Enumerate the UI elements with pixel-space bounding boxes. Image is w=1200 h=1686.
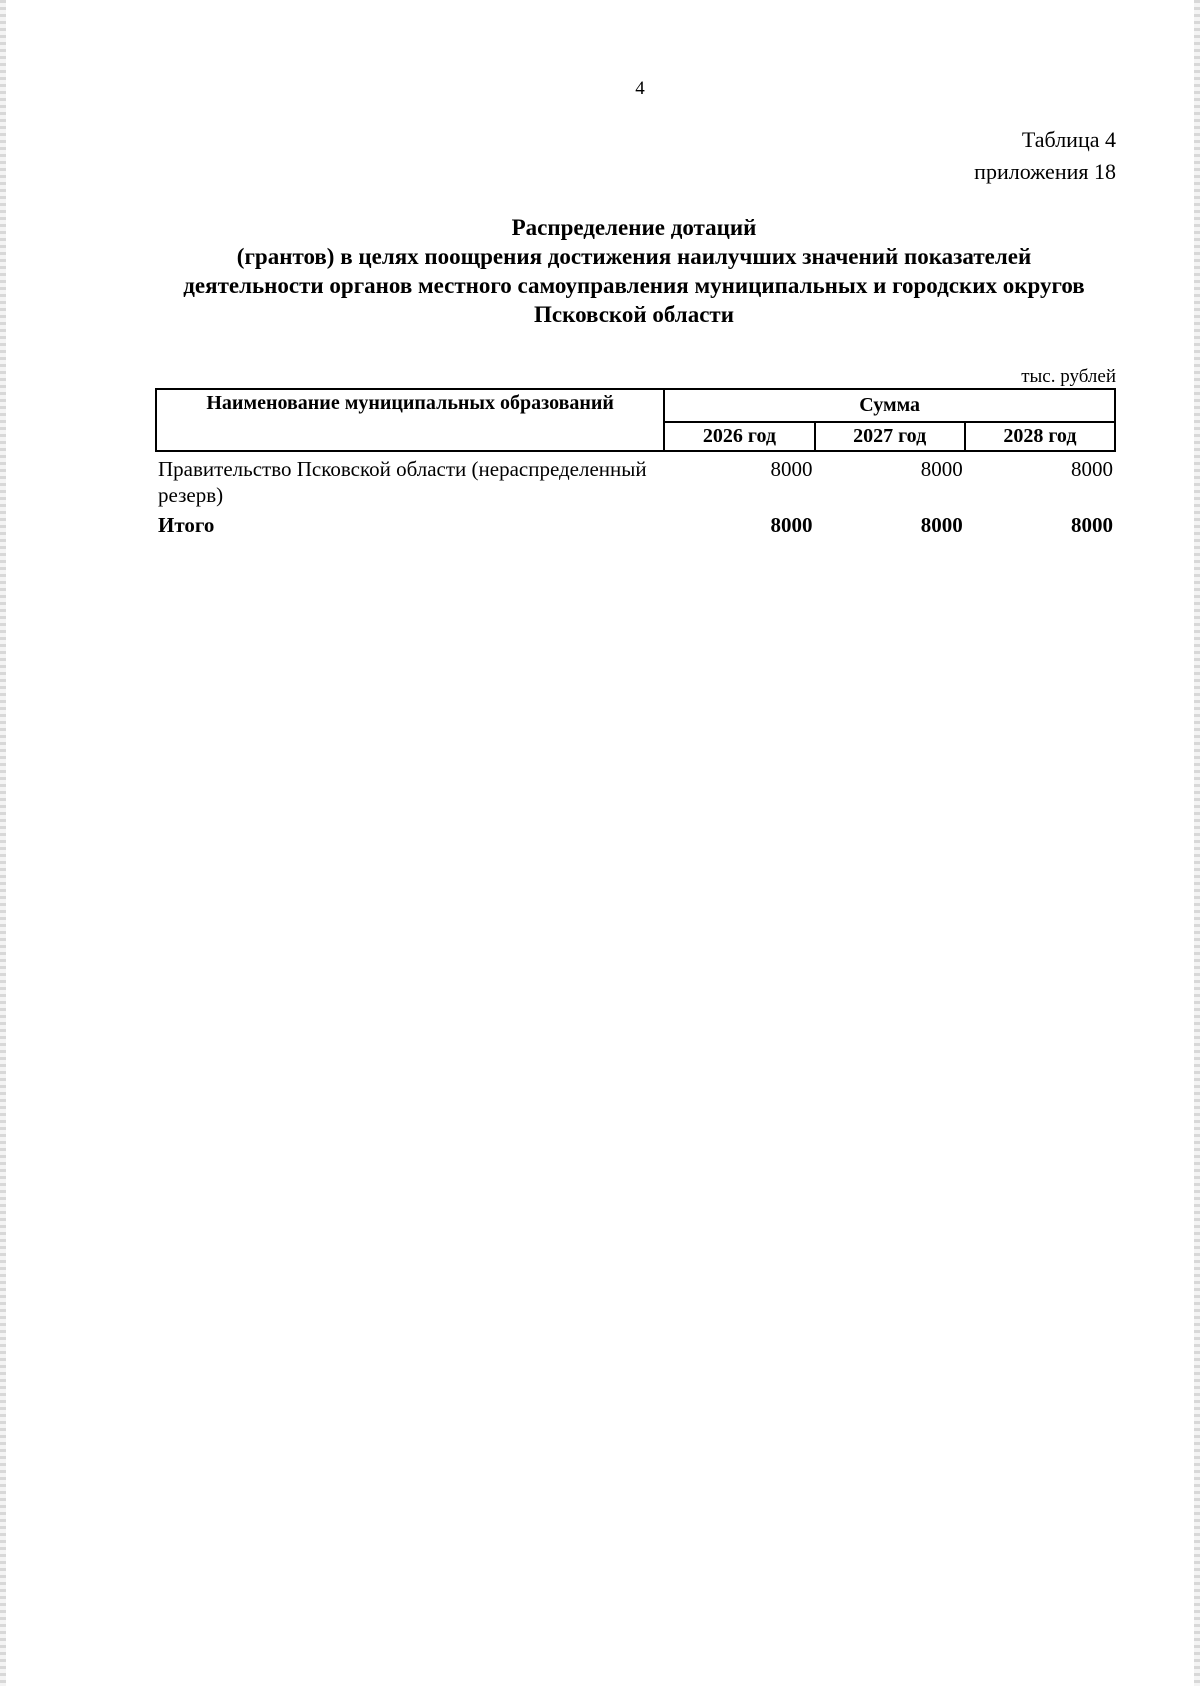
title-line4: Псковской области: [534, 302, 734, 327]
title-line1: Распределение дотаций: [511, 215, 757, 240]
header-row-1: [156, 389, 1115, 422]
scan-edge-left: [0, 0, 6, 1686]
row-value-2027: 8000: [920, 457, 963, 481]
header-year-2027: 2027 год: [815, 422, 965, 451]
table-reference: [974, 124, 1116, 188]
header-year-2028: 2028 год: [965, 422, 1115, 451]
table-reference-line2: приложения 18: [974, 159, 1116, 184]
table-reference-line1: Таблица 4: [1021, 127, 1116, 152]
distribution-table: [155, 388, 1116, 538]
header-year-2026: 2026 год: [664, 422, 814, 451]
total-label: Итого: [158, 513, 215, 537]
document-title: [150, 213, 1118, 329]
total-value-2026: 8000: [770, 513, 813, 537]
page-number: 4: [635, 78, 645, 99]
scan-edge-right: [1194, 0, 1200, 1686]
title-line3: деятельности органов местного самоуправления муниципальных и городских округов: [183, 273, 1085, 298]
header-sum-column: Сумма: [664, 389, 1115, 422]
total-value-2027: 8000: [920, 513, 963, 537]
row-name: Правительство Псковской области (нераспределенный резерв): [158, 457, 647, 507]
units-label: тыс. рублей: [1021, 366, 1116, 387]
title-line2: (грантов) в целях поощрения достижения наилучших значений показателей: [236, 244, 1032, 269]
total-value-2028: 8000: [1071, 513, 1113, 537]
row-value-2026: 8000: [770, 457, 813, 481]
table-row: [156, 451, 1115, 508]
header-name-column: Наименование муниципальных образований: [156, 389, 664, 451]
total-row: [156, 508, 1115, 538]
row-value-2028: 8000: [1071, 457, 1113, 481]
